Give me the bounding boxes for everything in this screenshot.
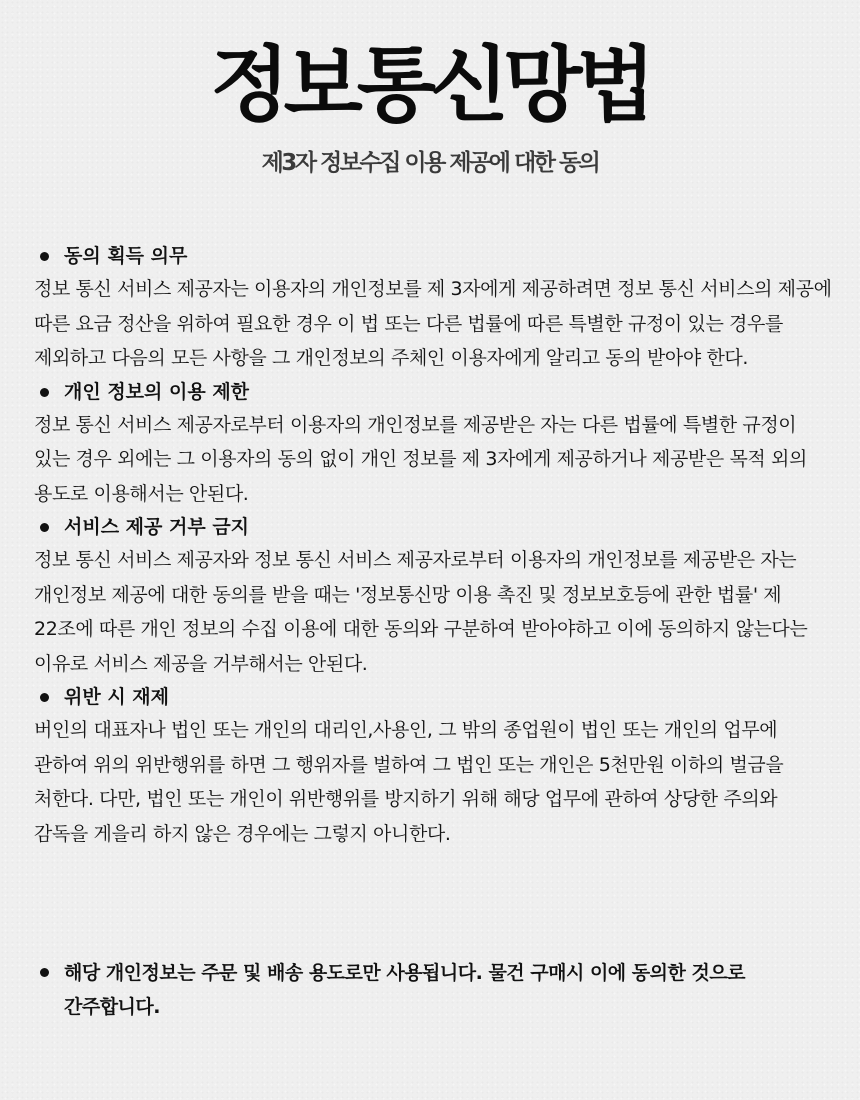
section-heading bbox=[34, 511, 834, 543]
consent-notice bbox=[34, 956, 834, 1024]
section-heading bbox=[34, 681, 834, 713]
section-body: 정보 통신 서비스 제공자는 이용자의 개인정보를 제 3자에게 제공하려면 정보 통신 서비스의 제공에 따른 요금 정산을 위하여 필요한 경우 이 법 또는 다른 법률에 따른 특별한 규정이 있는 경우를 제외하고 다음의 모든 사항을 그 개인정보의 주체인 이용자에게 알리고 동의 받아야 한다. bbox=[34, 278, 832, 369]
bullet-icon bbox=[40, 968, 49, 977]
page-subtitle: 제3자 정보수집 이용 제공에 대한 동의 bbox=[261, 150, 599, 176]
section-service-refusal-ban bbox=[34, 511, 834, 681]
section-heading-text: 서비스 제공 거부 금지 bbox=[64, 516, 250, 538]
section-body: 정보 통신 서비스 제공자로부터 이용자의 개인정보를 제공받은 자는 다른 법률에 특별한 규정이 있는 경우 외에는 그 이용자의 동의 없이 개인 정보를 제 3자에게 제공하거나 제공받은 목적 외의 용도로 이용해서는 안된다. bbox=[34, 413, 807, 505]
terms-content bbox=[34, 240, 834, 851]
section-usage-restriction bbox=[34, 376, 834, 512]
section-consent-obligation bbox=[34, 240, 834, 376]
section-heading-text: 동의 획득 의무 bbox=[64, 245, 188, 267]
section-body: 버인의 대표자나 법인 또는 개인의 대리인,사용인, 그 밖의 종업원이 법인 또는 개인의 업무에 관하여 위의 위반행위를 하면 그 행위자를 벌하여 그 법인 또는 개인은 5천만원 이하의 벌금을 처한다. 다만, 법인 또는 개인이 위반행위를 방지하기 위해 해당 업무에 관하여 상당한 주의와 감독을 게을리 하지 않은 경우에는 그렇지 아니한다. bbox=[34, 719, 784, 845]
consent-notice-text-block bbox=[34, 956, 834, 1024]
section-violation-sanction bbox=[34, 681, 834, 851]
consent-notice-text: 해당 개인정보는 주문 및 배송 용도로만 사용됩니다. 물건 구매시 이에 동의한 것으로 간주합니다. bbox=[64, 962, 746, 1018]
bullet-icon bbox=[40, 252, 49, 261]
page-title: 정보통신망법 bbox=[210, 38, 650, 133]
bullet-icon bbox=[40, 523, 49, 532]
section-heading bbox=[34, 240, 834, 272]
bullet-icon bbox=[40, 388, 49, 397]
section-body: 정보 통신 서비스 제공자와 정보 통신 서비스 제공자로부터 이용자의 개인정보를 제공받은 자는 개인정보 제공에 대한 동의를 받을 때는 '정보통신망 이용 촉진 및 정보보호등에 관한 법률' 제 22조에 따른 개인 정보의 수집 이용에 대한 동의와 구분하여 받아야하고 이에 동의하지 않는다는 이유로 서비스 제공을 거부해서는 안된다. bbox=[34, 549, 808, 675]
bullet-icon bbox=[40, 693, 49, 702]
section-heading bbox=[34, 376, 834, 408]
section-heading-text: 위반 시 재제 bbox=[64, 686, 169, 708]
section-heading-text: 개인 정보의 이용 제한 bbox=[64, 380, 250, 403]
